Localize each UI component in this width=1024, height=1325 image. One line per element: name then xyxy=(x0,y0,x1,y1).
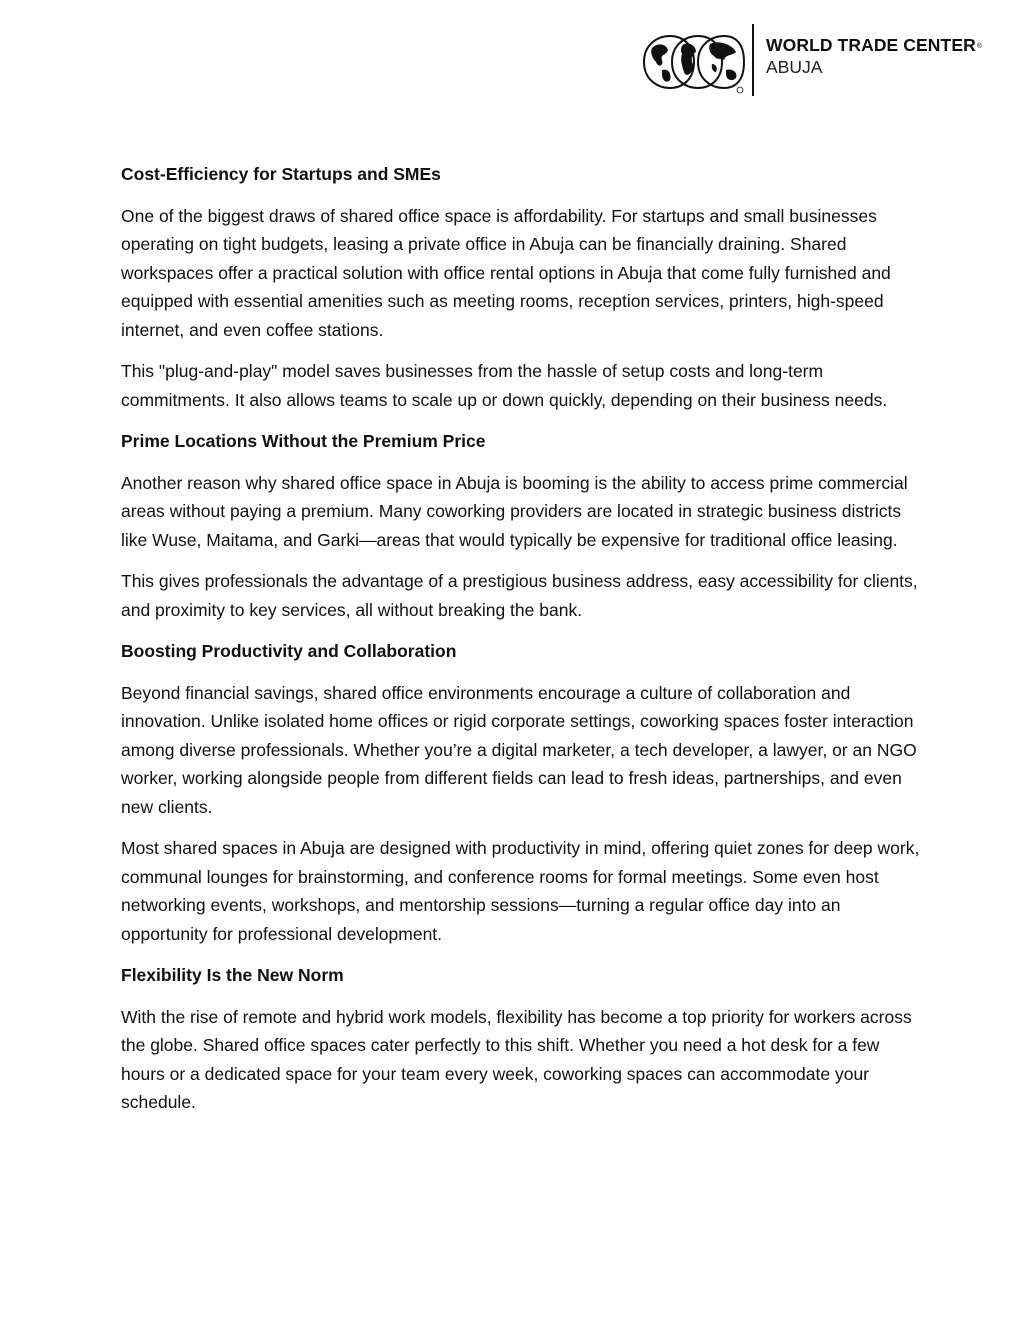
paragraph: This gives professionals the advantage of a prestigious business address, easy accessibility for clients, and proximity to key services, all without breaking the bank. xyxy=(121,571,918,620)
article-body xyxy=(121,160,921,1130)
logo-title-text: WORLD TRADE CENTER xyxy=(766,35,976,55)
logo-title xyxy=(766,34,982,56)
paragraph: Most shared spaces in Abuja are designed with productivity in mind, offering quiet zones for deep work, communal lounges for brainstorming, and conference rooms for formal meetings. Some even host networking events, workshops, and mentorship sessions—turning a regular office day into an opportunity for professional development. xyxy=(121,838,920,944)
section-heading: Cost-Efficiency for Startups and SMEs xyxy=(121,164,441,184)
header-logo xyxy=(636,22,996,100)
globe-triptych-icon xyxy=(640,30,748,94)
section-heading: Boosting Productivity and Collaboration xyxy=(121,641,457,661)
logo-wordmark xyxy=(766,34,982,78)
section-heading: Flexibility Is the New Norm xyxy=(121,965,344,985)
paragraph: With the rise of remote and hybrid work models, flexibility has become a top priority for workers across the globe. Shared office spaces cater perfectly to this shift. Whether you need a hot desk for a few hours or a dedicated space for your team every week, coworking spaces can accommodate your schedule. xyxy=(121,1006,912,1112)
paragraph: Another reason why shared office space in Abuja is booming is the ability to access prime commercial areas without paying a premium. Many coworking providers are located in strategic business districts like Wuse, Maitama, and Garki—areas that would typically be expensive for traditional office leasing. xyxy=(121,472,908,550)
logo-divider xyxy=(752,24,754,96)
section-heading: Prime Locations Without the Premium Price xyxy=(121,431,486,451)
logo-subtitle: ABUJA xyxy=(766,57,823,77)
paragraph: One of the biggest draws of shared office space is affordability. For startups and small businesses operating on tight budgets, leasing a private office in Abuja can be financially draining. Shared workspaces offer a practical solution with office rental options in Abuja that come fully furnished and equipped with essential amenities such as meeting rooms, reception services, printers, high-speed internet, and even coffee stations. xyxy=(121,205,891,340)
registered-mark: ® xyxy=(976,43,983,50)
paragraph: This "plug-and-play" model saves businesses from the hassle of setup costs and long-term commitments. It also allows teams to scale up or down quickly, depending on their business needs. xyxy=(121,361,888,410)
paragraph: Beyond financial savings, shared office environments encourage a culture of collaboration and innovation. Unlike isolated home offices or rigid corporate settings, coworking spaces foster interaction among diverse professionals. Whether you’re a digital marketer, a tech developer, a lawyer, or an NGO worker, working alongside people from different fields can lead to fresh ideas, partnerships, and even new clients. xyxy=(121,682,917,817)
